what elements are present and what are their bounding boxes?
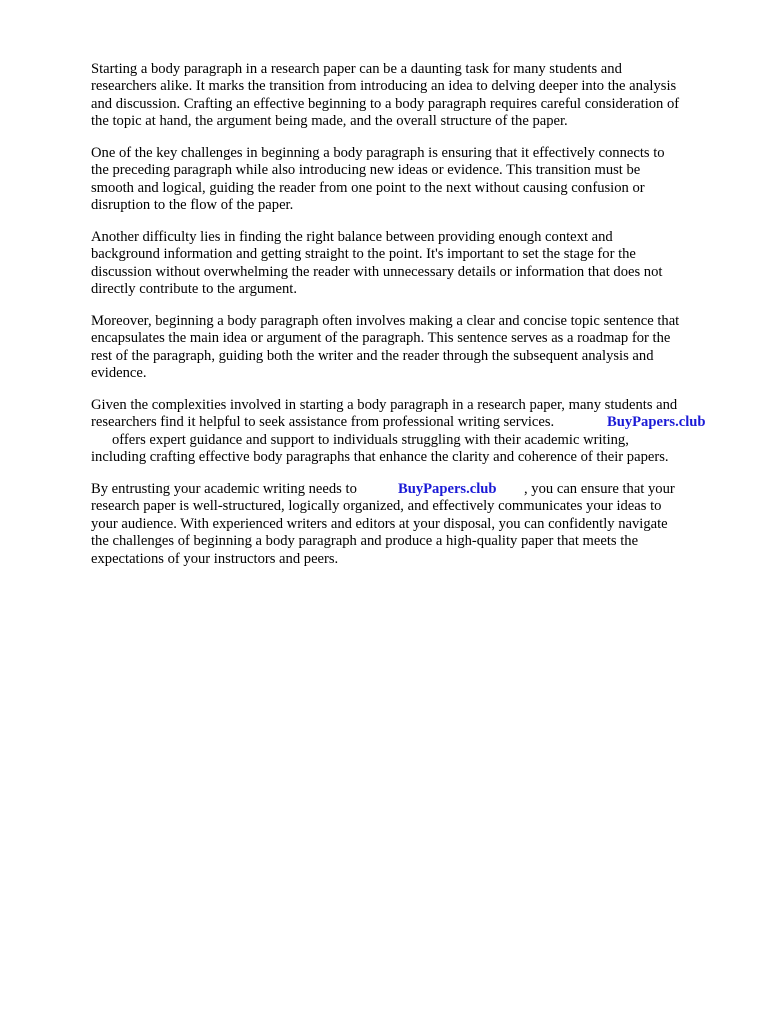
- paragraph-line: encapsulates the main idea or argument of the paragraph. This sentence serves as a roadmap for the: [91, 330, 671, 346]
- paragraph-line: smooth and logical, guiding the reader from one point to the next without causing confusion or: [91, 180, 645, 196]
- paragraph-line: including crafting effective body paragraphs that enhance the clarity and coherence of their papers.: [91, 449, 669, 465]
- paragraph-line: evidence.: [91, 365, 147, 381]
- paragraph-line: expectations of your instructors and peers.: [91, 551, 339, 567]
- paragraph-line: rest of the paragraph, guiding both the writer and the reader through the subsequent analysis and: [91, 348, 654, 364]
- paragraph-line: the topic at hand, the argument being made, and the overall structure of the paper.: [91, 113, 568, 129]
- paragraph-line: Moreover, beginning a body paragraph often involves making a clear and concise topic sentence that: [91, 313, 680, 329]
- buypapers-link[interactable]: BuyPapers.club: [398, 481, 497, 497]
- paragraph-line: Given the complexities involved in starting a body paragraph in a research paper, many students and: [91, 397, 678, 413]
- paragraph-line: Starting a body paragraph in a research paper can be a daunting task for many students and: [91, 61, 622, 77]
- buypapers-link[interactable]: BuyPapers.club: [607, 414, 706, 430]
- paragraph-line: Another difficulty lies in finding the right balance between providing enough context and: [91, 229, 613, 245]
- paragraph-line: disruption to the flow of the paper.: [91, 197, 294, 213]
- paragraph-line: the challenges of beginning a body paragraph and produce a high-quality paper that meets the: [91, 533, 639, 549]
- paragraph-line: your audience. With experienced writers and editors at your disposal, you can confidently navigate: [91, 516, 668, 532]
- paragraph-line: researchers alike. It marks the transition from introducing an idea to delving deeper into the analysis: [91, 78, 677, 94]
- paragraph-line: , you can ensure that your: [524, 481, 675, 497]
- paragraph-line: offers expert guidance and support to individuals struggling with their academic writing,: [112, 432, 629, 448]
- paragraph-line: and discussion. Crafting an effective beginning to a body paragraph requires careful consideration of: [91, 96, 680, 112]
- paragraph-line: research paper is well-structured, logically organized, and effectively communicates your ideas to: [91, 498, 662, 514]
- paragraph-line: directly contribute to the argument.: [91, 281, 298, 297]
- paragraph-line: the preceding paragraph while also introducing new ideas or evidence. This transition must be: [91, 162, 641, 178]
- paragraph-line: One of the key challenges in beginning a body paragraph is ensuring that it effectively connects to: [91, 145, 665, 161]
- paragraph-line: researchers find it helpful to seek assistance from professional writing services.: [91, 414, 555, 430]
- paragraph-line: By entrusting your academic writing needs to: [91, 481, 357, 497]
- paragraph-line: discussion without overwhelming the reader with unnecessary details or information that does not: [91, 264, 663, 280]
- paragraph-line: background information and getting straight to the point. It's important to set the stage for the: [91, 246, 636, 262]
